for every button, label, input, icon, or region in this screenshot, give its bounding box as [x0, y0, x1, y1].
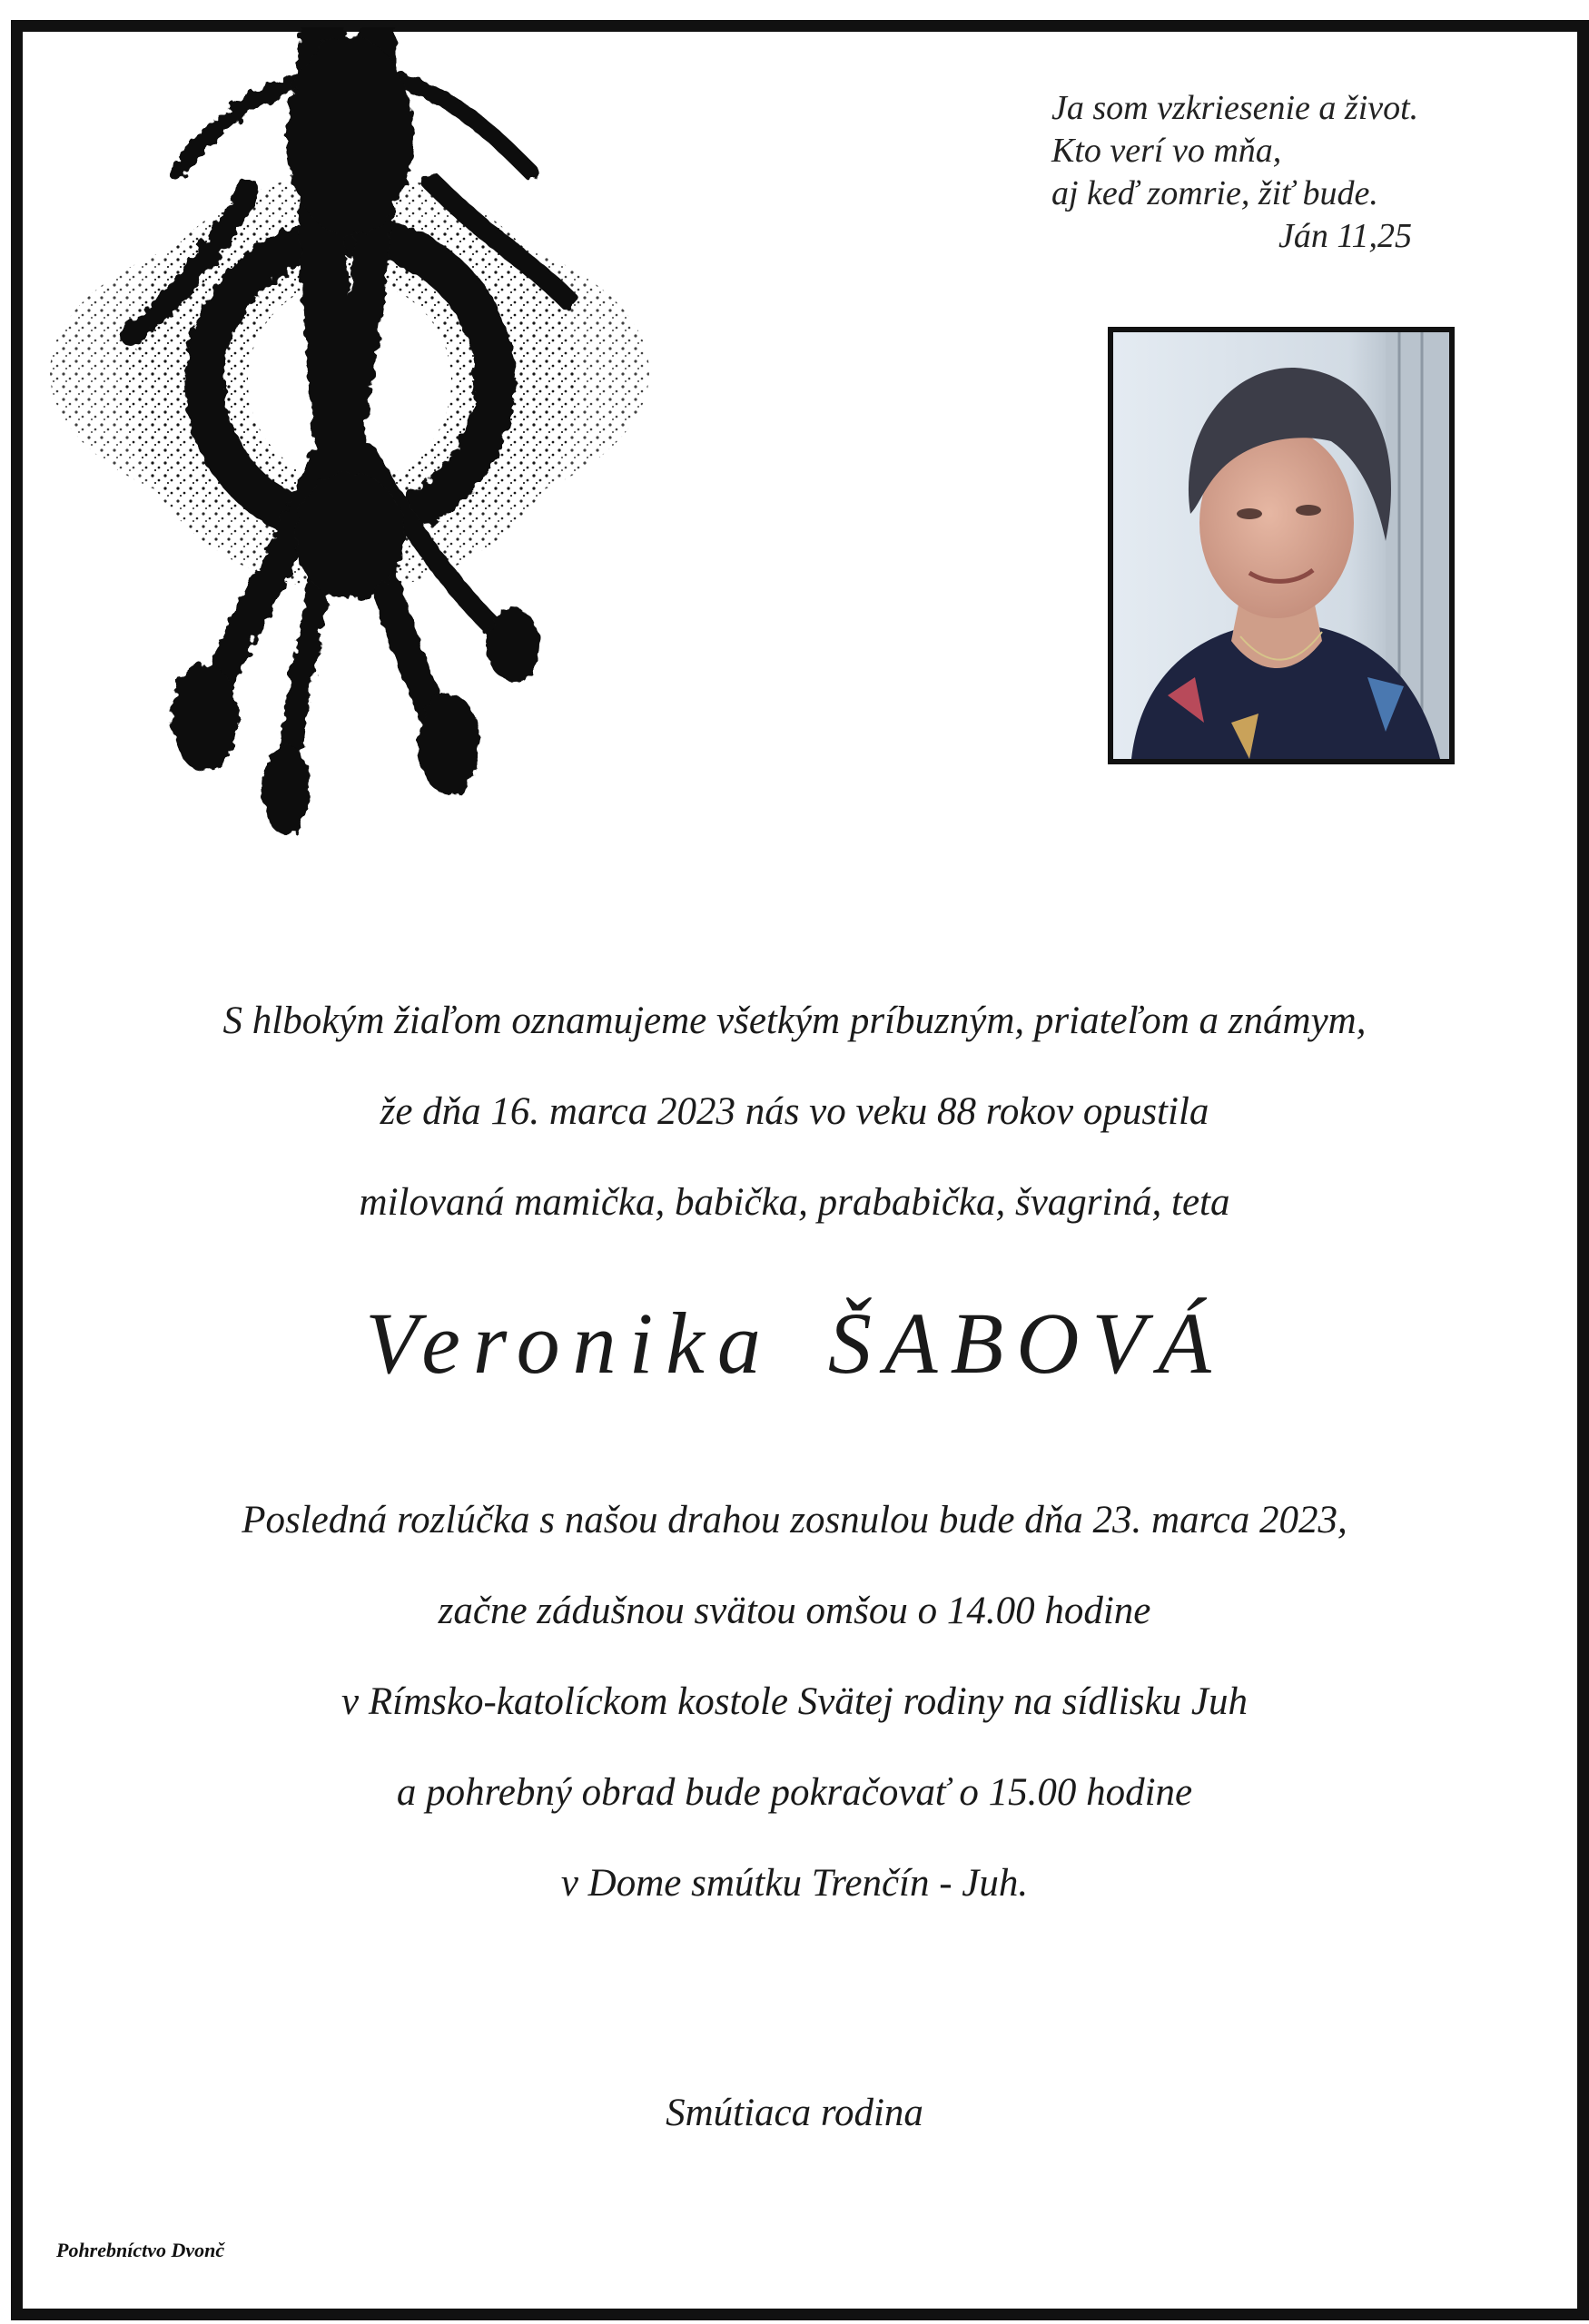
- verse-reference: Ján 11,25: [1278, 217, 1413, 255]
- detail-line: Posledná rozlúčka s našou drahou zosnulou bude dňa 23. marca 2023,: [242, 1499, 1347, 1541]
- portrait-photo: [1108, 327, 1455, 764]
- detail-line: v Dome smútku Trenčín - Juh.: [560, 1862, 1029, 1905]
- detail-line: a pohrebný obrad bude pokračovať o 15.00 hodine: [396, 1771, 1193, 1814]
- intro-line: milovaná mamička, babička, prababička, švagriná, teta: [359, 1181, 1230, 1224]
- intro-line: S hlbokým žiaľom oznamujeme všetkým príbuzným, priateľom a známym,: [222, 1000, 1367, 1042]
- deceased-name: [54, 1289, 1535, 1398]
- verse-line: Kto verí vo mňa,: [1051, 132, 1282, 170]
- funeral-home-name: Pohrebníctvo Dvonč: [56, 2239, 225, 2261]
- verse-line: Ja som vzkriesenie a život.: [1051, 89, 1419, 127]
- family-signature: Smútiaca rodina: [666, 2092, 923, 2134]
- verse-line: aj keď zomrie, žiť bude.: [1051, 174, 1378, 212]
- detail-line: v Rímsko-katolíckom kostole Svätej rodiny na sídlisku Juh: [341, 1680, 1248, 1723]
- deceased-first-name: Veronika: [365, 1295, 774, 1392]
- intro-line: že dňa 16. marca 2023 nás vo veku 88 rokov opustila: [380, 1090, 1209, 1133]
- detail-line: začne zádušnou svätou omšou o 14.00 hodine: [438, 1590, 1151, 1632]
- funeral-details: [54, 1475, 1535, 1929]
- announcement-intro: [54, 976, 1535, 1248]
- deceased-last-name: ŠABOVÁ: [827, 1295, 1224, 1392]
- bible-verse: [1051, 87, 1505, 258]
- spruce-branches-wreath-icon: [23, 27, 676, 844]
